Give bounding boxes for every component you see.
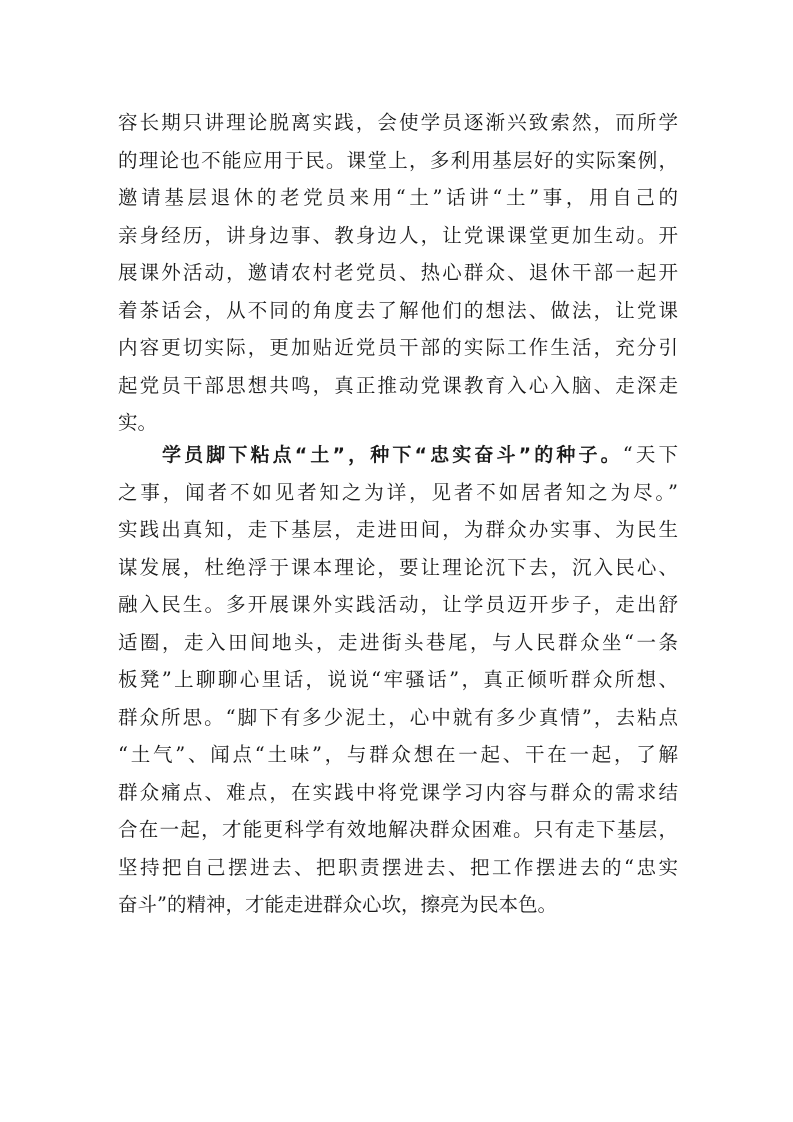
paragraph-line: 邀请基层退休的老党员来用“土”话讲“土”事，用自己的 <box>118 186 678 209</box>
body-paragraph-2 <box>118 436 678 924</box>
paragraph-line: 起党员干部思想共鸣，真正推动党课教育入心入脑、走深走 <box>118 373 678 397</box>
paragraph-line: 坚持把自己摆进去、把职责摆进去、把工作摆进去的“忠实 <box>118 855 678 879</box>
paragraph-line: 奋斗”的精神，才能走进群众心坎，擦亮为民本色。 <box>118 893 557 916</box>
paragraph-line: 板凳”上聊聊心里话，说说“牢骚话”，真正倾听群众所想、 <box>118 668 678 691</box>
paragraph-line: 群众痛点、难点，在实践中将党课学习内容与群众的需求结 <box>118 780 678 804</box>
paragraph-line: 实。 <box>118 411 158 434</box>
paragraph-line: 合在一起，才能更科学有效地解决群众困难。只有走下基层， <box>118 818 678 841</box>
paragraph-line: 之事，闻者不如见者知之为详，见者不如居者知之为尽。” <box>118 480 678 504</box>
paragraph-line: 展课外活动，邀请农村老党员、热心群众、退休干部一起开 <box>118 261 678 284</box>
paragraph-line: 谋发展，杜绝浮于课本理论，要让理论沉下去，沉入民心、 <box>118 555 678 579</box>
paragraph-line: 内容更切实际，更加贴近党员干部的实际工作生活，充分引 <box>118 336 678 359</box>
paragraph-line: 着茶话会，从不同的角度去了解他们的想法、做法，让党课 <box>118 298 678 322</box>
paragraph-line: 实践出真知，走下基层，走进田间，为群众办实事、为民生 <box>118 518 678 541</box>
paragraph-line: 融入民生。多开展课外实践活动，让学员迈开步子，走出舒 <box>118 593 678 616</box>
paragraph-line: “土气”、闻点“土味”，与群众想在一起、干在一起，了解 <box>118 743 678 766</box>
paragraph-line-rest: “天下 <box>622 443 678 466</box>
paragraph-line: 适圈，走入田间地头，走进街头巷尾，与人民群众坐“一条 <box>118 630 678 654</box>
body-paragraph-1 <box>118 104 678 442</box>
section-heading: 学员脚下粘点“土”，种下“忠实奋斗”的种子。 <box>162 444 623 466</box>
paragraph-line: 群众所思。“脚下有多少泥土，心中就有多少真情”，去粘点 <box>118 705 678 729</box>
paragraph-line: 亲身经历，讲身边事、教身边人，让党课课堂更加生动。开 <box>118 223 678 247</box>
paragraph-line: 的理论也不能应用于民。课堂上，多利用基层好的实际案例， <box>118 148 678 172</box>
paragraph-line: 容长期只讲理论脱离实践，会使学员逐渐兴致索然，而所学 <box>118 111 678 134</box>
paragraph-first-line <box>118 436 678 474</box>
